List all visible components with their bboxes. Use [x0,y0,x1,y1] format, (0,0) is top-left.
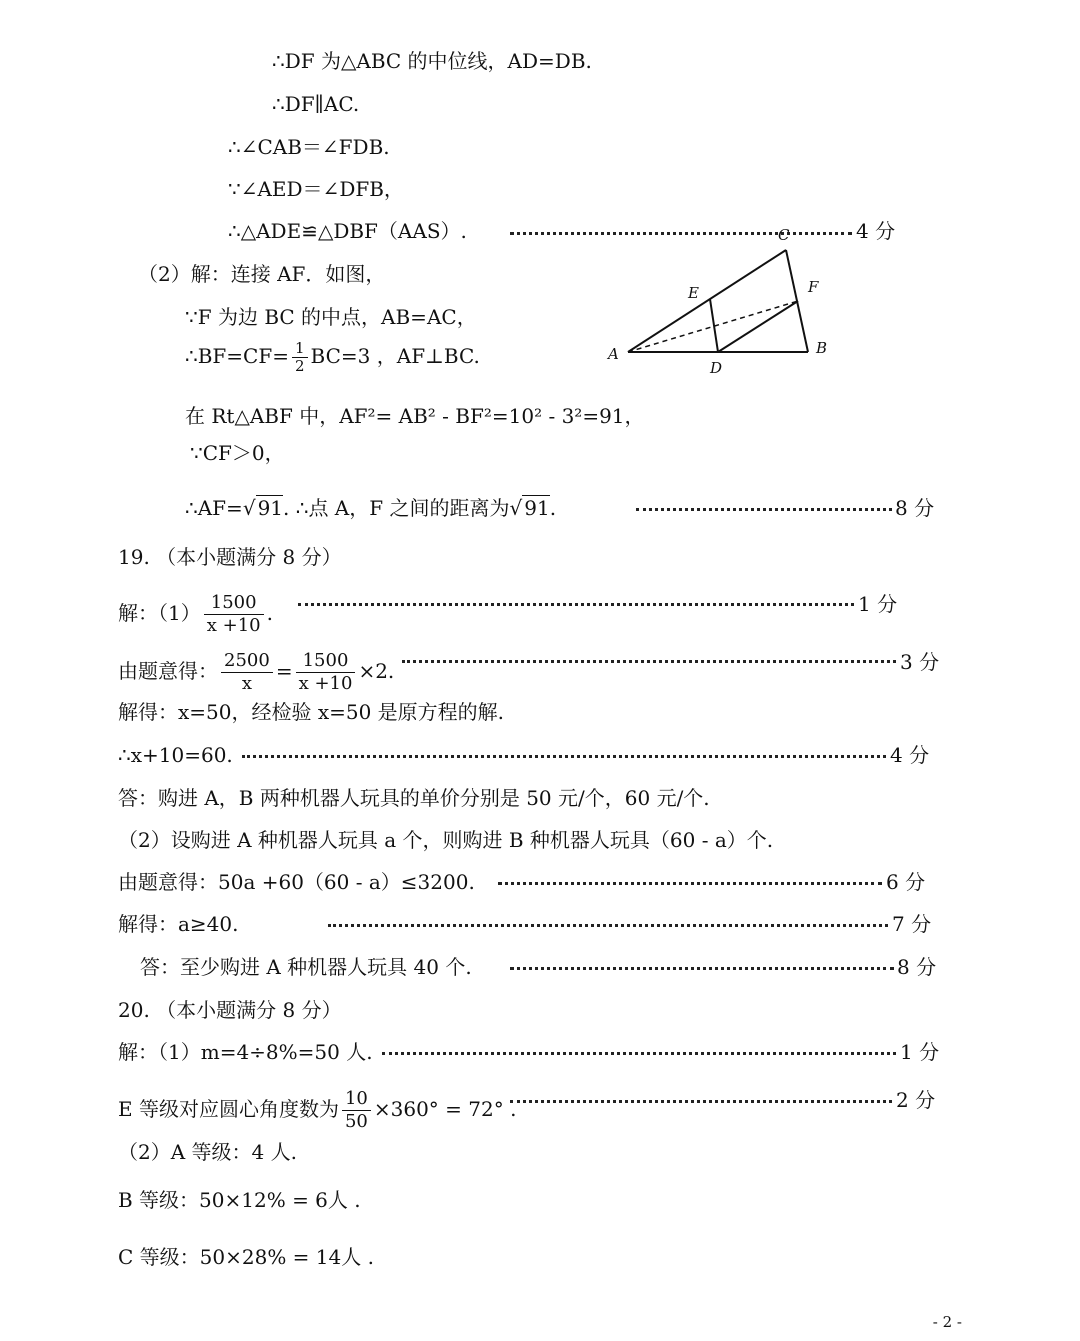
q19-result: ∴x+10=60. [118,743,233,767]
score-label: 6 分 [886,870,926,894]
score-leader [298,603,854,606]
fraction-den: x +10 [206,615,261,636]
fraction-den: x +10 [298,673,353,694]
proof-line-3: ∴∠CAB＝∠FDB. [228,135,390,159]
q19-heading: 19. （本小题满分 8 分） [118,545,342,569]
angle-result: ×360° = 72° . [373,1097,517,1121]
label-f: F [808,278,819,296]
angle-label: E 等级对应圆心角度数为 [118,1097,339,1121]
score-label: 3 分 [900,650,940,674]
segment-af-dashed [628,301,798,352]
af-result-line [185,496,556,520]
q19-answer: 答：购进 A，B 两种机器人玩具的单价分别是 50 元/个，60 元/个. [118,786,710,810]
triangle-diagram [600,222,840,382]
score-leader [328,924,888,927]
q20-b-grade: B 等级：50×12% = 6人 . [118,1188,361,1212]
score-leader [510,967,894,970]
period: . [549,496,557,520]
score-leader [498,882,882,885]
q20-heading: 20. （本小题满分 8 分） [118,998,342,1022]
score-leader [382,1052,896,1055]
solution-label: 解：（1） [118,601,201,625]
score-label: 1 分 [900,1040,940,1064]
label-e: E [688,284,699,302]
score-label: 8 分 [895,496,935,520]
sqrt-sign: √ [242,496,256,520]
fraction-den: 50 [344,1111,368,1132]
period: . [266,601,273,625]
score-leader [510,1100,892,1103]
score-label: 1 分 [858,592,898,616]
proof-line-5: ∴△ADE≌△DBF（AAS）. [228,219,467,243]
q19-part1 [118,592,273,637]
q20-angle [118,1088,516,1133]
fraction-den: 2 [295,357,305,375]
sqrt-sign: √ [509,496,523,520]
score-label: 4 分 [856,219,896,243]
fraction-num: 10 [342,1088,371,1111]
part2-heading: （2）解：连接 AF．如图， [138,262,386,286]
distance-text: . ∴点 A，F 之间的距离为 [283,496,510,520]
cf-positive-line: ∵CF＞0， [190,441,285,465]
fraction-1500 [296,650,356,695]
proof-line-2: ∴DF∥AC. [272,92,360,116]
label-c: C [778,226,790,244]
score-leader [402,660,896,663]
sqrt-91: 91 [524,496,550,520]
label-b: B [816,339,828,357]
score-label: 2 分 [896,1088,936,1112]
equals-sign: = [275,659,293,683]
proof-line-4: ∵∠AED＝∠DFB， [228,177,404,201]
fraction-half [292,340,308,375]
equation-label: 由题意得： [118,659,218,683]
fraction-10-50 [342,1088,371,1133]
part2-given: ∵F 为边 BC 的中点，AB=AC， [185,305,477,329]
q19-equation [118,650,394,695]
pythagoras-line: 在 Rt△ABF 中，AF²= AB² - BF²=10² - 3²=91， [185,404,645,428]
q19-solve: 解得：x=50，经检验 x=50 是原方程的解. [118,700,505,724]
score-leader [636,508,892,511]
fraction-2500 [221,650,273,695]
fraction-1500 [204,592,264,637]
fraction-num: 1500 [204,592,264,615]
af-equals: ∴AF= [185,496,243,520]
label-a: A [608,345,619,363]
fraction-den: x [241,673,252,694]
bf-cf-text: ∴BF=CF= [185,344,289,368]
q20-part1: 解：（1）m=4÷8%=50 人. [118,1040,373,1064]
q19-inequality: 由题意得：50a +60（60 - a）≤3200. [118,870,475,894]
fraction-num: 1500 [296,650,356,673]
score-leader [242,755,886,758]
page-number: - 2 - [932,1313,962,1331]
times-two: ×2. [358,659,395,683]
score-label: 4 分 [890,743,930,767]
segment-df [718,301,798,352]
q20-a-grade: （2）A 等级：4 人. [118,1140,297,1164]
label-d: D [710,359,723,377]
proof-line-1: ∴DF 为△ABC 的中位线，AD=DB. [272,49,592,73]
sqrt-91: 91 [257,496,284,520]
segment-ac [628,250,786,352]
fraction-num: 1 [292,340,308,358]
score-label: 7 分 [892,912,932,936]
q19-solve2: 解得：a≥40. [118,912,239,936]
q19-part2: （2）设购进 A 种机器人玩具 a 个，则购进 B 种机器人玩具（60 - a）个. [118,828,774,852]
score-label: 8 分 [897,955,937,979]
fraction-num: 2500 [221,650,273,673]
bc-text: BC=3 ，AF⊥BC. [310,344,480,368]
q19-answer2: 答：至少购进 A 种机器人玩具 40 个. [140,955,472,979]
q20-c-grade: C 等级：50×28% = 14人 . [118,1245,374,1269]
part2-midpoint [185,340,480,375]
